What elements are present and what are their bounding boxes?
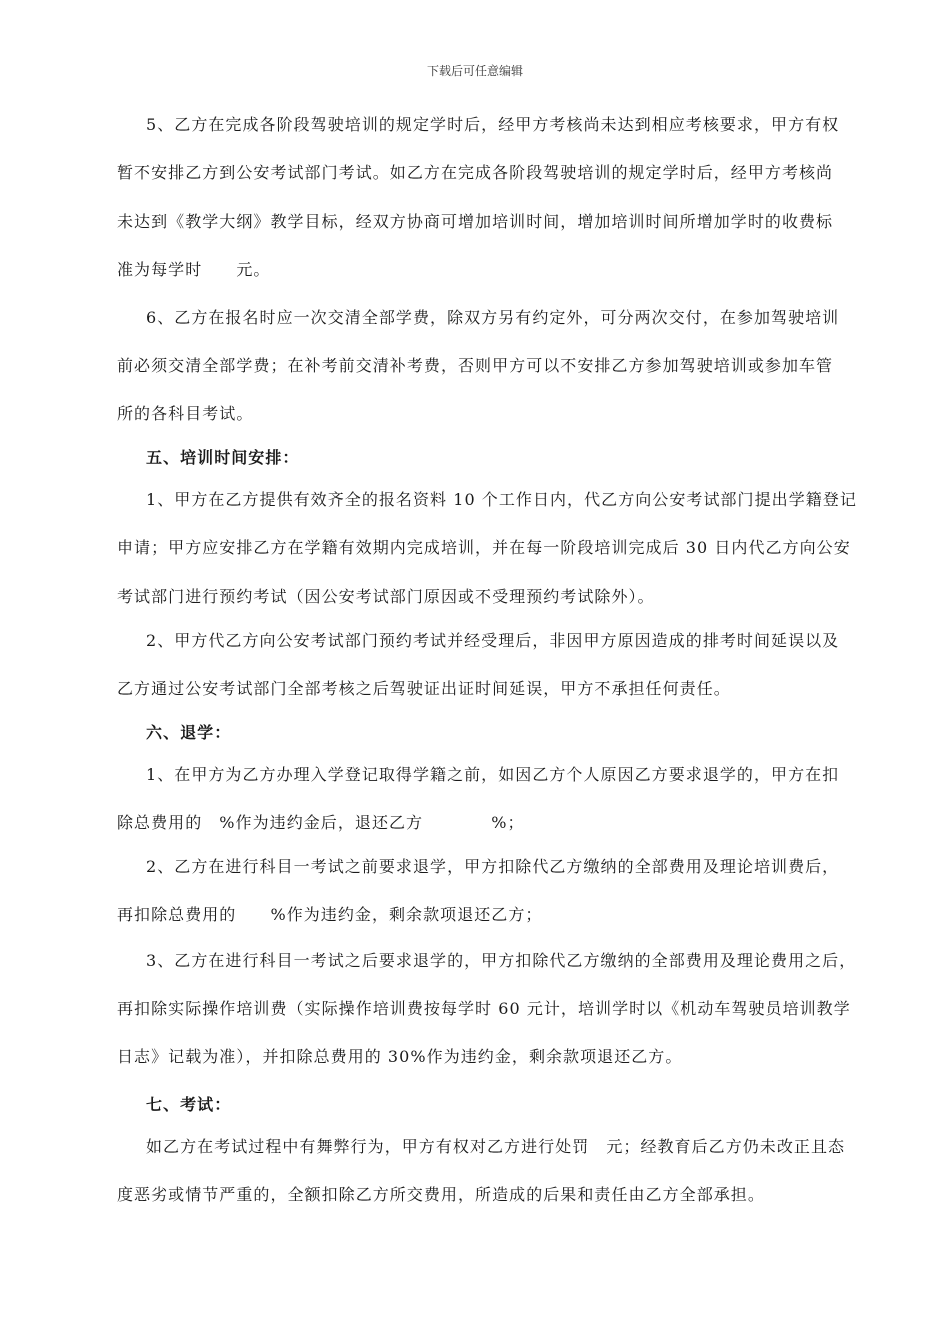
page-header: 下载后可任意编辑 — [426, 64, 523, 78]
section-heading: 五、培训时间安排： — [146, 448, 300, 467]
paragraph-line: 暂不安排乙方到公安考试部门考试。如乙方在完成各阶段驾驶培训的规定学时后，经甲方考核尚 — [117, 163, 834, 182]
paragraph-line: 准为每学时 元。 — [117, 260, 271, 279]
paragraph-line: 6、乙方在报名时应一次交清全部学费，除双方另有约定外，可分两次交付，在参加驾驶培训 — [146, 308, 840, 327]
paragraph-line: 5、乙方在完成各阶段驾驶培训的规定学时后，经甲方考核尚未达到相应考核要求，甲方有权 — [146, 115, 840, 134]
paragraph-line: 前必须交清全部学费；在补考前交清补考费，否则甲方可以不安排乙方参加驾驶培训或参加车管 — [117, 356, 834, 375]
paragraph-line: 如乙方在考试过程中有舞弊行为，甲方有权对乙方进行处罚 元；经教育后乙方仍未改正且态 — [146, 1137, 846, 1156]
paragraph-line: 2、甲方代乙方向公安考试部门预约考试并经受理后，非因甲方原因造成的排考时间延误以及 — [146, 631, 840, 650]
paragraph-line: 所的各科目考试。 — [117, 404, 254, 423]
paragraph-line: 1、甲方在乙方提供有效齐全的报名资料 10 个工作日内，代乙方向公安考试部门提出学籍登记 — [146, 490, 857, 509]
paragraph-line: 未达到《教学大纲》教学目标，经双方协商可增加培训时间，增加培训时间所增加学时的收费标 — [117, 212, 834, 231]
paragraph-line: 1、在甲方为乙方办理入学登记取得学籍之前，如因乙方个人原因乙方要求退学的，甲方在扣 — [146, 765, 840, 784]
paragraph-line: 度恶劣或情节严重的，全额扣除乙方所交费用，所造成的后果和责任由乙方全部承担。 — [117, 1185, 765, 1204]
paragraph-line: 申请；甲方应安排乙方在学籍有效期内完成培训，并在每一阶段培训完成后 30 日内代乙方向公安 — [117, 538, 851, 557]
paragraph-line: 3、乙方在进行科目一考试之后要求退学的，甲方扣除代乙方缴纳的全部费用及理论费用之后， — [146, 951, 857, 970]
paragraph-line: 再扣除总费用的 %作为违约金，剩余款项退还乙方； — [117, 905, 543, 924]
paragraph-line: 2、乙方在进行科目一考试之前要求退学，甲方扣除代乙方缴纳的全部费用及理论培训费后， — [146, 857, 840, 876]
paragraph-line: 考试部门进行预约考试（因公安考试部门原因或不受理预约考试除外）。 — [117, 587, 655, 606]
paragraph-line: 日志》记载为准），并扣除总费用的 30%作为违约金，剩余款项退还乙方。 — [117, 1047, 683, 1066]
paragraph-line: 乙方通过公安考试部门全部考核之后驾驶证出证时间延误，甲方不承担任何责任。 — [117, 679, 731, 698]
section-heading: 六、退学： — [146, 723, 232, 742]
paragraph-line: 除总费用的 %作为违约金后，退还乙方 %； — [117, 813, 525, 832]
section-heading: 七、考试： — [146, 1095, 232, 1114]
paragraph-line: 再扣除实际操作培训费（实际操作培训费按每学时 60 元计，培训学时以《机动车驾驶员培训教学 — [117, 999, 851, 1018]
